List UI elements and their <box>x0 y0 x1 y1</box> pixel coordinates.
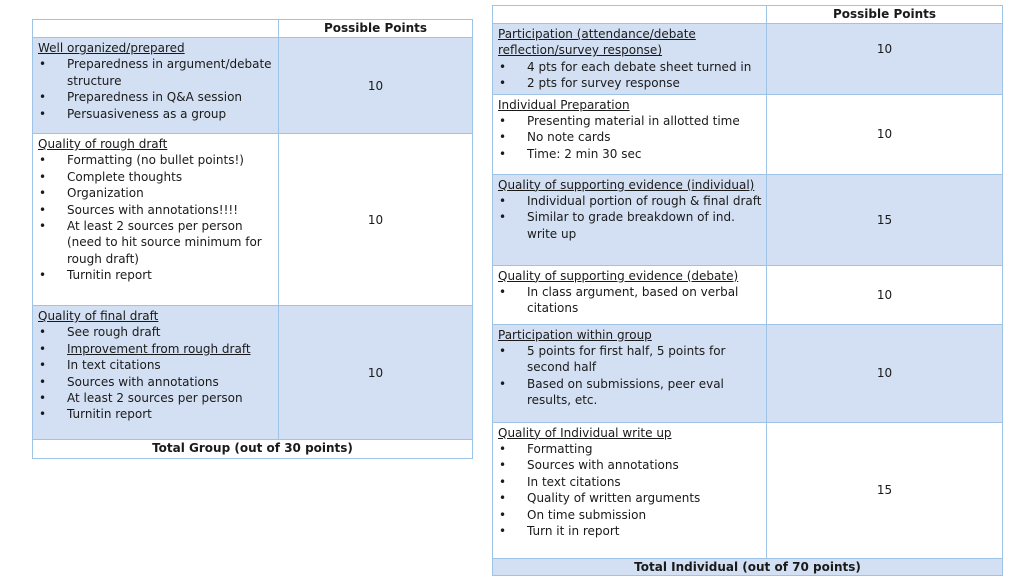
criteria-list <box>38 324 274 422</box>
individual-total-row <box>493 558 1003 575</box>
criteria-list <box>498 59 762 92</box>
criteria-item: • Persuasiveness as a group <box>38 106 274 122</box>
criteria-item: • At least 2 sources per person <box>38 390 274 406</box>
individual-row-participation <box>493 24 1003 95</box>
criteria-item: • Sources with annotations <box>38 374 274 390</box>
criteria-title: Quality of rough draft <box>38 137 168 151</box>
criteria-item: • Preparedness in argument/debate structure <box>38 56 274 89</box>
criteria-item: • See rough draft <box>38 324 274 340</box>
criteria-cell <box>33 38 279 134</box>
individual-row-evidence-debate <box>493 265 1003 324</box>
points-cell: 15 <box>767 174 1003 265</box>
criteria-item: • Organization <box>38 185 274 201</box>
criteria-title: Quality of final draft <box>38 309 159 323</box>
criteria-item: • In text citations <box>38 357 274 373</box>
points-cell: 10 <box>767 265 1003 324</box>
criteria-item: • Turnitin report <box>38 267 274 283</box>
criteria-cell <box>33 306 279 440</box>
criteria-cell <box>493 265 767 324</box>
criteria-item: • Turnitin report <box>38 406 274 422</box>
group-row-organized <box>33 38 473 134</box>
individual-header-row <box>493 6 1003 24</box>
points-cell: 10 <box>767 24 1003 95</box>
criteria-item: • Quality of written arguments <box>498 490 762 506</box>
criteria-item: • Sources with annotations <box>498 457 762 473</box>
criteria-list <box>498 441 762 539</box>
criteria-item: • 4 pts for each debate sheet turned in <box>498 59 762 75</box>
criteria-item: • No note cards <box>498 129 762 145</box>
criteria-item: • Formatting (no bullet points!) <box>38 152 274 168</box>
points-cell: 10 <box>279 134 473 306</box>
criteria-item: • Individual portion of rough & final draft <box>498 193 762 209</box>
criteria-cell <box>493 422 767 558</box>
criteria-title: Individual Preparation <box>498 97 630 112</box>
individual-row-evidence-individual <box>493 174 1003 265</box>
criteria-list <box>498 193 762 242</box>
criteria-title: Quality of Individual write up <box>498 425 672 440</box>
criteria-title: Quality of supporting evidence (individual) <box>498 177 755 192</box>
points-cell: 10 <box>279 38 473 134</box>
individual-header-points: Possible Points <box>767 6 1003 24</box>
group-row-final-draft <box>33 306 473 440</box>
criteria-item: • Improvement from rough draft <box>38 341 274 357</box>
individual-row-write-up <box>493 422 1003 558</box>
criteria-cell <box>33 134 279 306</box>
criteria-cell <box>493 94 767 174</box>
individual-row-preparation <box>493 94 1003 174</box>
group-rubric-table <box>32 19 473 459</box>
criteria-list <box>498 113 762 162</box>
points-cell: 10 <box>767 324 1003 422</box>
criteria-cell <box>493 324 767 422</box>
criteria-cell <box>493 174 767 265</box>
group-total-label: Total Group (out of 30 points) <box>33 440 473 459</box>
criteria-title: Well organized/prepared <box>38 41 185 55</box>
criteria-item: • In class argument, based on verbal citations <box>498 284 762 317</box>
criteria-list <box>498 343 762 409</box>
criteria-item: • 5 points for first half, 5 points for second half <box>498 343 762 376</box>
individual-rubric-table <box>492 5 1003 576</box>
group-row-rough-draft <box>33 134 473 306</box>
individual-header-criteria <box>493 6 767 24</box>
criteria-item: • Presenting material in allotted time <box>498 113 762 129</box>
group-header-row <box>33 20 473 38</box>
criteria-title: Participation within group <box>498 327 652 342</box>
group-header-points: Possible Points <box>279 20 473 38</box>
criteria-item: • Formatting <box>498 441 762 457</box>
criteria-list <box>38 56 274 122</box>
group-total-row <box>33 440 473 459</box>
criteria-list <box>498 284 762 317</box>
criteria-cell <box>493 24 767 95</box>
criteria-item: • Similar to grade breakdown of ind. write up <box>498 209 762 242</box>
criteria-item: • Time: 2 min 30 sec <box>498 146 762 162</box>
criteria-list <box>38 152 274 283</box>
criteria-item: • On time submission <box>498 507 762 523</box>
points-cell: 10 <box>767 94 1003 174</box>
criteria-item: • In text citations <box>498 474 762 490</box>
criteria-item: • Complete thoughts <box>38 169 274 185</box>
criteria-item: • Turn it in report <box>498 523 762 539</box>
individual-row-group-participation <box>493 324 1003 422</box>
criteria-item: • Sources with annotations!!!! <box>38 202 274 218</box>
points-cell: 15 <box>767 422 1003 558</box>
individual-total-label: Total Individual (out of 70 points) <box>493 558 1003 575</box>
criteria-title: Quality of supporting evidence (debate) <box>498 268 739 283</box>
criteria-item: • At least 2 sources per person (need to hit source minimum for rough draft) <box>38 218 274 267</box>
points-cell: 10 <box>279 306 473 440</box>
group-header-criteria <box>33 20 279 38</box>
criteria-item: • 2 pts for survey response <box>498 75 762 91</box>
criteria-item: • Preparedness in Q&A session <box>38 89 274 105</box>
criteria-title: Participation (attendance/debate reflection/survey response) <box>498 27 696 58</box>
criteria-item: • Based on submissions, peer eval results, etc. <box>498 376 762 409</box>
